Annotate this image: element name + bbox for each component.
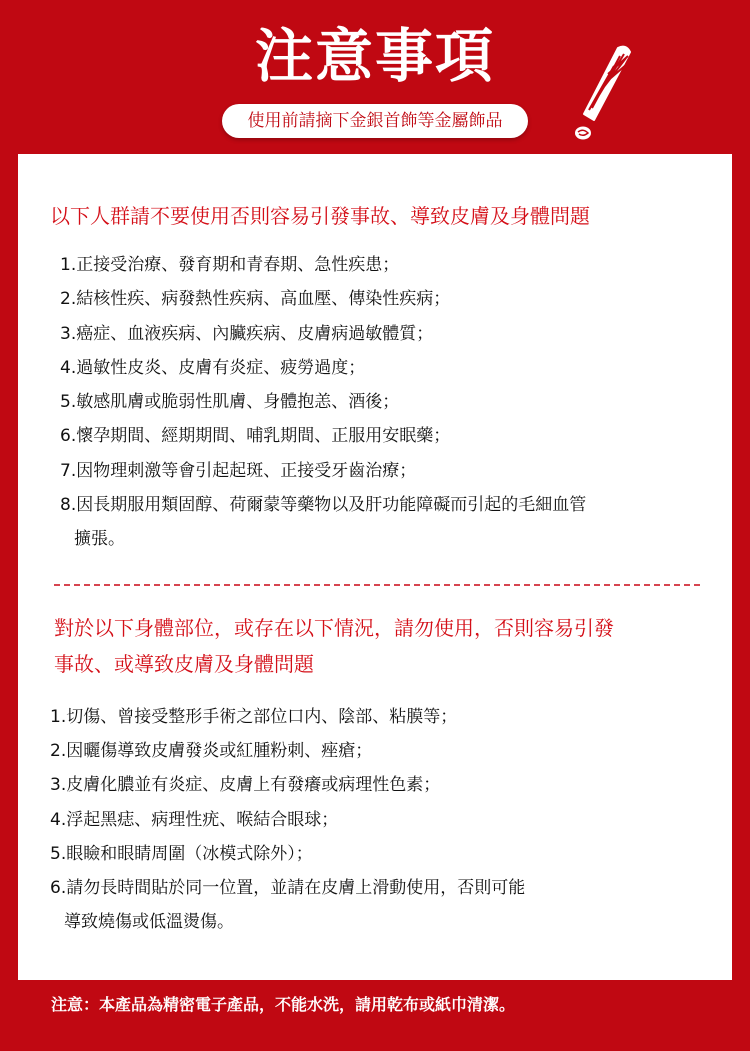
exclamation-mark-icon [566, 44, 636, 144]
list-item: 5.眼瞼和眼睛周圍（冰模式除外）； [50, 843, 313, 864]
list-item: 4.浮起黑痣、病理性疣、喉結合眼球； [50, 809, 339, 830]
section1-list [60, 248, 586, 557]
list-item: 7.因物理刺激等會引起起斑、正接受牙齒治療； [60, 460, 417, 481]
list-item-continuation: 擴張。 [74, 529, 125, 550]
list-item: 4.過敏性皮炎、皮膚有炎症、疲勞過度； [60, 357, 366, 378]
list-item: 8.因長期服用類固醇、荷爾蒙等藥物以及肝功能障礙而引起的毛細血管 [60, 495, 587, 516]
list-item: 2.因曬傷導致皮膚發炎或紅腫粉刺、痤瘡； [50, 741, 373, 762]
list-item: 3.皮膚化膿並有炎症、皮膚上有發癢或病理性色素； [50, 775, 441, 796]
list-item: 1.切傷、曾接受整形手術之部位口内、陰部、粘膜等； [50, 707, 458, 727]
section1-heading: 以下人群請不要使用否則容易引發事故、導致皮膚及身體問題 [50, 204, 590, 228]
list-item: 5.敏感肌膚或脆弱性肌膚、身體抱恙、酒後； [60, 392, 400, 413]
section2-heading-line1: 對於以下身體部位，或存在以下情況，請勿使用，否則容易引發 [54, 616, 614, 640]
list-item: 6.懷孕期間、經期期間、哺乳期間、正服用安眠藥； [60, 426, 451, 447]
page-title: 注意事項 [254, 22, 495, 90]
section-divider [54, 584, 700, 586]
section2-list [50, 700, 525, 939]
list-item: 3.癌症、血液疾病、內臟疾病、皮膚病過敏體質； [60, 323, 434, 344]
section2-heading-line2: 事故、或導致皮膚及身體問題 [54, 652, 314, 676]
content-panel [18, 154, 732, 980]
list-item-continuation: 導致燒傷或低溫燙傷。 [64, 912, 234, 933]
footer-note: 注意：本產品為精密電子產品，不能水洗，請用乾布或紙巾清潔。 [51, 995, 516, 1014]
list-item: 2.結核性疾、病發熱性疾病、高血壓、傳染性疾病； [60, 289, 451, 310]
subtitle-badge: 使用前請摘下金銀首飾等金屬飾品 [222, 104, 528, 138]
list-item: 6.請勿長時間貼於同一位置，並請在皮膚上滑動使用，否則可能 [50, 878, 526, 899]
list-item: 1.正接受治療、發育期和青春期、急性疾患； [60, 255, 400, 275]
